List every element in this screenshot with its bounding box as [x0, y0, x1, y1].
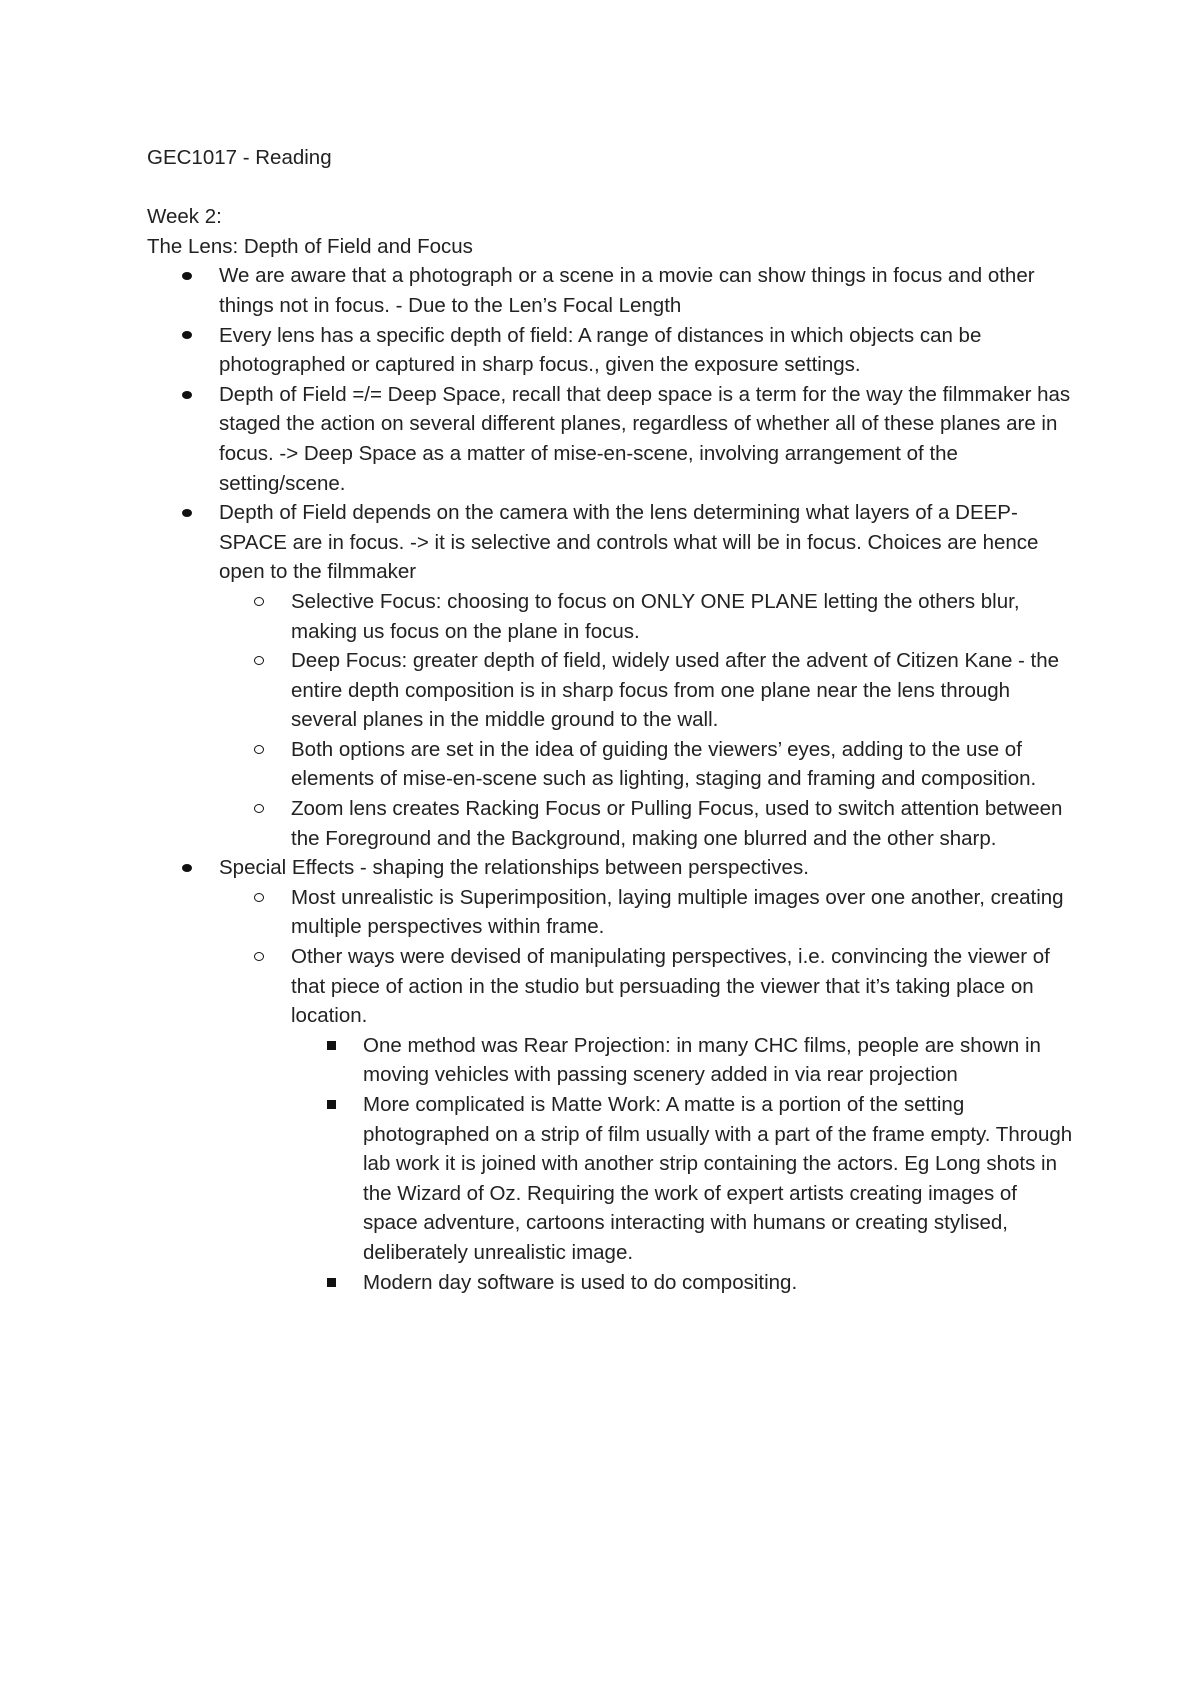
bullet-circle-icon	[249, 587, 269, 617]
sub-list-item-text: Deep Focus: greater depth of field, widely used after the advent of Citizen Kane - the entire depth composition is in sharp focus from one plane near the lens through several planes in the middle ground to the wall.	[291, 649, 1060, 732]
document-title: GEC1017 - Reading	[147, 146, 332, 169]
list-item-text: We are aware that a photograph or a scene in a movie can show things in focus and other things not in focus. - Due to the Len’s Focal Length	[219, 264, 1035, 317]
bullet-circle-icon	[249, 794, 269, 824]
bullet-dot-icon	[177, 261, 197, 291]
list-item-text: Depth of Field =/= Deep Space, recall that deep space is a term for the way the filmmaker has staged the action on several different planes, regardless of whether all of these planes are in focus. -> Deep Space as a matter of mise-en-scene, involving arrangement of the setting/scene.	[219, 382, 1071, 495]
sub-list-item	[219, 735, 1077, 794]
bullet-circle-icon	[249, 646, 269, 676]
sub-list-item-text: Selective Focus: choosing to focus on ONLY ONE PLANE letting the others blur, making us focus on the plane in focus.	[291, 589, 1020, 643]
document-page	[147, 143, 1077, 1297]
sub-sub-list-item-text: More complicated is Matte Work: A matte is a portion of the setting photographed on a strip of film usually with a part of the frame empty. Through lab work it is joined with another strip containing the actors. Eg Long shots in the Wizard of Oz. Requiring the work of expert artists creating images of space adventure, cartoons interacting with humans or creating stylised, deliberately unrealistic image.	[363, 1093, 1073, 1264]
sub-sub-list-item-text: One method was Rear Projection: in many CHC films, people are shown in moving vehicles with passing scenery added in via rear projection	[363, 1033, 1041, 1087]
sub-list-item	[219, 883, 1077, 942]
sub-sub-list-item-text: Modern day software is used to do compositing.	[363, 1270, 798, 1294]
bullet-square-icon	[321, 1090, 341, 1120]
bullet-circle-icon	[249, 735, 269, 765]
sub-list-item-text: Other ways were devised of manipulating perspectives, i.e. convincing the viewer of that piece of action in the studio but persuading the viewer that it’s taking place on location.	[291, 945, 1050, 1028]
sub-list-item-text: Both options are set in the idea of guiding the viewers’ eyes, adding to the use of elements of mise-en-scene such as lighting, staging and framing and composition.	[291, 737, 1037, 791]
list-item	[147, 853, 1077, 1297]
list-item	[147, 261, 1077, 320]
section-heading: The Lens: Depth of Field and Focus	[147, 234, 473, 258]
week-heading: Week 2:	[147, 205, 222, 229]
bullet-dot-icon	[177, 498, 197, 528]
list-item	[147, 380, 1077, 498]
list-item-text: Every lens has a specific depth of field: A range of distances in which objects can be photographed or captured in sharp focus., given the exposure settings.	[219, 323, 982, 377]
sub-list-item	[219, 942, 1077, 1297]
bullet-circle-icon	[249, 942, 269, 972]
sub-list-item	[219, 794, 1077, 853]
bullet-square-icon	[321, 1031, 341, 1061]
blank-line	[147, 173, 1077, 203]
sub-sub-list-item	[291, 1031, 1077, 1090]
bullet-square-icon	[321, 1268, 341, 1298]
sub-list-item-text: Most unrealistic is Superimposition, laying multiple images over one another, creating multiple perspectives within frame.	[291, 885, 1064, 939]
sub-list	[219, 883, 1077, 1297]
sub-list	[219, 587, 1077, 853]
sub-sub-list-item	[291, 1090, 1077, 1268]
sub-list-item-text: Zoom lens creates Racking Focus or Pulling Focus, used to switch attention between the Foreground and the Background, making one blurred and the other sharp.	[291, 797, 1063, 850]
bullet-dot-icon	[177, 380, 197, 410]
sub-list-item	[219, 646, 1077, 735]
list-item-text: Depth of Field depends on the camera with the lens determining what layers of a DEEP-SPACE are in focus. -> it is selective and controls what will be in focus. Choices are hence open to the filmmaker	[219, 501, 1039, 584]
list-item-text: Special Effects - shaping the relationships between perspectives.	[219, 856, 809, 880]
bullet-dot-icon	[177, 853, 197, 883]
bullet-list	[147, 261, 1077, 1297]
list-item	[147, 498, 1077, 853]
bullet-dot-icon	[177, 321, 197, 351]
sub-sub-list-item	[291, 1268, 1077, 1298]
list-item	[147, 321, 1077, 380]
sub-sub-list	[291, 1031, 1077, 1297]
sub-list-item	[219, 587, 1077, 646]
bullet-circle-icon	[249, 883, 269, 913]
